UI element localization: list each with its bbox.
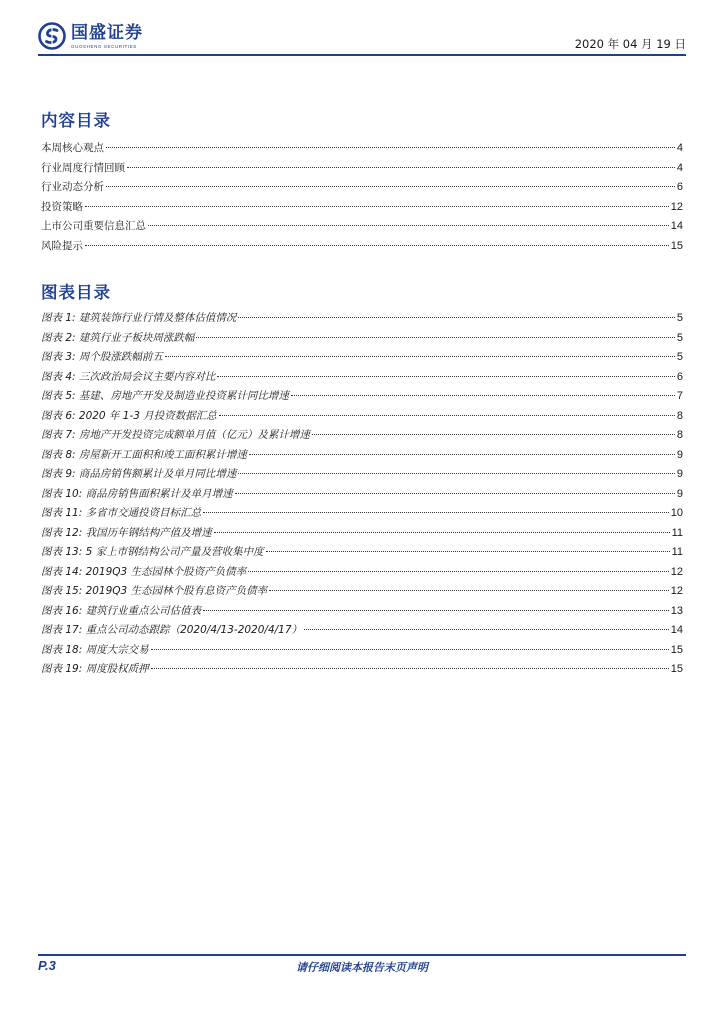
figure-entry-label: 图表 6: 2020 年 1-3 月投资数据汇总 [41, 409, 217, 422]
page-number: P.3 [38, 958, 56, 973]
figure-entry-label: 图表 13: 5 家上市钢结构公司产量及营收集中度 [41, 546, 264, 558]
guosheng-logo-icon [38, 22, 66, 50]
figure-entry[interactable] [41, 447, 683, 467]
figure-list [41, 310, 683, 681]
toc-entry-page: 4 [676, 161, 683, 174]
figure-entry-label: 图表 5: 基建、房地产开发及制造业投资累计同比增速 [41, 390, 289, 402]
figure-entry[interactable] [41, 564, 683, 584]
figure-entry-page: 15 [670, 643, 683, 656]
figure-entry[interactable] [41, 330, 683, 350]
toc-entry-label: 行业动态分析 [41, 181, 104, 193]
figure-entry-label: 图表 2: 建筑行业子板块周涨跌幅 [41, 331, 195, 344]
dot-leader [238, 317, 674, 318]
figure-list-title: 图表目录 [41, 283, 111, 302]
figure-entry-page: 15 [670, 663, 683, 675]
figure-entry-page: 12 [670, 565, 683, 578]
toc-entry-page: 14 [670, 220, 683, 232]
dot-leader [196, 337, 674, 338]
dot-leader [106, 147, 675, 148]
header-divider [38, 54, 686, 56]
toc-list [41, 140, 683, 257]
figure-entry-label: 图表 15: 2019Q3 生态园林个股有息资产负债率 [41, 585, 268, 597]
toc-entry[interactable] [41, 238, 683, 258]
logo-english-name: GUOSHENG SECURITIES [71, 44, 137, 49]
toc-entry-page: 6 [676, 181, 683, 193]
dot-leader [312, 434, 675, 435]
toc-entry-label: 投资策略 [41, 200, 83, 213]
toc-entry[interactable] [41, 199, 683, 219]
figure-entry-label: 图表 14: 2019Q3 生态园林个股资产负债率 [41, 565, 247, 578]
toc-entry-label: 风险提示 [41, 239, 83, 252]
dot-leader [127, 167, 675, 168]
footer-divider [38, 954, 686, 956]
dot-leader [248, 571, 669, 572]
logo-chinese-name: 国盛证券 [71, 23, 143, 43]
figure-entry[interactable] [41, 505, 683, 525]
dot-leader [203, 610, 669, 611]
disclaimer-note: 请仔细阅读本报告末页声明 [296, 961, 428, 974]
figure-entry[interactable] [41, 349, 683, 369]
figure-entry[interactable] [41, 583, 683, 603]
dot-leader [165, 356, 675, 357]
figure-entry[interactable] [41, 408, 683, 428]
dot-leader [214, 532, 670, 533]
dot-leader [151, 649, 669, 650]
figure-entry[interactable] [41, 622, 683, 642]
figure-entry-label: 图表 12: 我国历年钢结构产值及增速 [41, 526, 212, 539]
toc-entry-page: 12 [670, 200, 683, 213]
dot-leader [249, 454, 675, 455]
figure-entry-label: 图表 16: 建筑行业重点公司估值表 [41, 604, 202, 617]
figure-entry-label: 图表 19: 周度股权质押 [41, 663, 149, 675]
figure-entry[interactable] [41, 642, 683, 662]
dot-leader [85, 206, 669, 207]
figure-entry-label: 图表 4: 三次政治局会议主要内容对比 [41, 370, 216, 383]
figure-entry-label: 图表 7: 房地产开发投资完成额单月值（亿元）及累计增速 [41, 429, 310, 441]
dot-leader [106, 186, 675, 187]
toc-entry[interactable] [41, 160, 683, 180]
figure-entry-page: 10 [670, 507, 683, 519]
figure-entry-page: 6 [676, 370, 683, 383]
report-date: 2020 年 04 月 19 日 [574, 37, 686, 51]
figure-entry-page: 8 [676, 409, 683, 422]
toc-title: 内容目录 [41, 111, 111, 130]
dot-leader [219, 415, 675, 416]
toc-entry-label: 本周核心观点 [41, 142, 104, 154]
figure-entry[interactable] [41, 661, 683, 681]
toc-entry-label: 行业周度行情回顾 [41, 161, 125, 174]
figure-entry-page: 7 [676, 390, 683, 402]
figure-entry-label: 图表 9: 商品房销售额累计及单月同比增速 [41, 468, 237, 480]
figure-entry[interactable] [41, 525, 683, 545]
dot-leader [266, 551, 670, 552]
dot-leader [238, 473, 674, 474]
figure-entry-page: 12 [670, 585, 683, 597]
figure-entry-page: 9 [676, 487, 683, 500]
figure-entry[interactable] [41, 427, 683, 447]
figure-entry-label: 图表 3: 周个股涨跌幅前五 [41, 351, 163, 363]
dot-leader [203, 512, 669, 513]
figure-entry[interactable] [41, 310, 683, 330]
toc-entry-page: 4 [676, 142, 683, 154]
page-header [38, 22, 686, 56]
toc-entry-label: 上市公司重要信息汇总 [41, 220, 146, 232]
figure-entry-label: 图表 18: 周度大宗交易 [41, 643, 149, 656]
dot-leader [304, 629, 669, 630]
figure-entry-page: 9 [676, 448, 683, 461]
figure-entry-label: 图表 11: 多省市交通投资目标汇总 [41, 507, 202, 519]
figure-entry[interactable] [41, 544, 683, 564]
toc-entry[interactable] [41, 179, 683, 199]
figure-entry-label: 图表 10: 商品房销售面积累计及单月增速 [41, 487, 233, 500]
figure-entry-page: 8 [676, 429, 683, 441]
figure-entry-label: 图表 1: 建筑装饰行业行情及整体估值情况 [41, 312, 237, 324]
figure-entry-page: 11 [671, 526, 683, 539]
figure-entry-page: 11 [671, 546, 683, 558]
figure-entry-page: 5 [676, 351, 683, 363]
figure-entry[interactable] [41, 466, 683, 486]
toc-entry[interactable] [41, 218, 683, 238]
toc-entry-page: 15 [670, 239, 683, 252]
figure-entry[interactable] [41, 369, 683, 389]
dot-leader [269, 590, 669, 591]
figure-entry-label: 图表 8: 房屋新开工面积和竣工面积累计增速 [41, 448, 247, 461]
figure-entry-page: 14 [670, 624, 683, 636]
company-logo [38, 22, 143, 56]
figure-entry-page: 9 [676, 468, 683, 480]
figure-entry-page: 13 [670, 604, 683, 617]
dot-leader [85, 245, 669, 246]
figure-entry[interactable] [41, 486, 683, 506]
toc-entry[interactable] [41, 140, 683, 160]
dot-leader [151, 668, 669, 669]
figure-entry-page: 5 [676, 331, 683, 344]
dot-leader [217, 376, 674, 377]
figure-entry-label: 图表 17: 重点公司动态跟踪（2020/4/13-2020/4/17） [41, 624, 303, 636]
dot-leader [235, 493, 675, 494]
dot-leader [291, 395, 675, 396]
dot-leader [148, 225, 669, 226]
figure-entry[interactable] [41, 388, 683, 408]
figure-entry[interactable] [41, 603, 683, 623]
figure-entry-page: 5 [676, 312, 683, 324]
